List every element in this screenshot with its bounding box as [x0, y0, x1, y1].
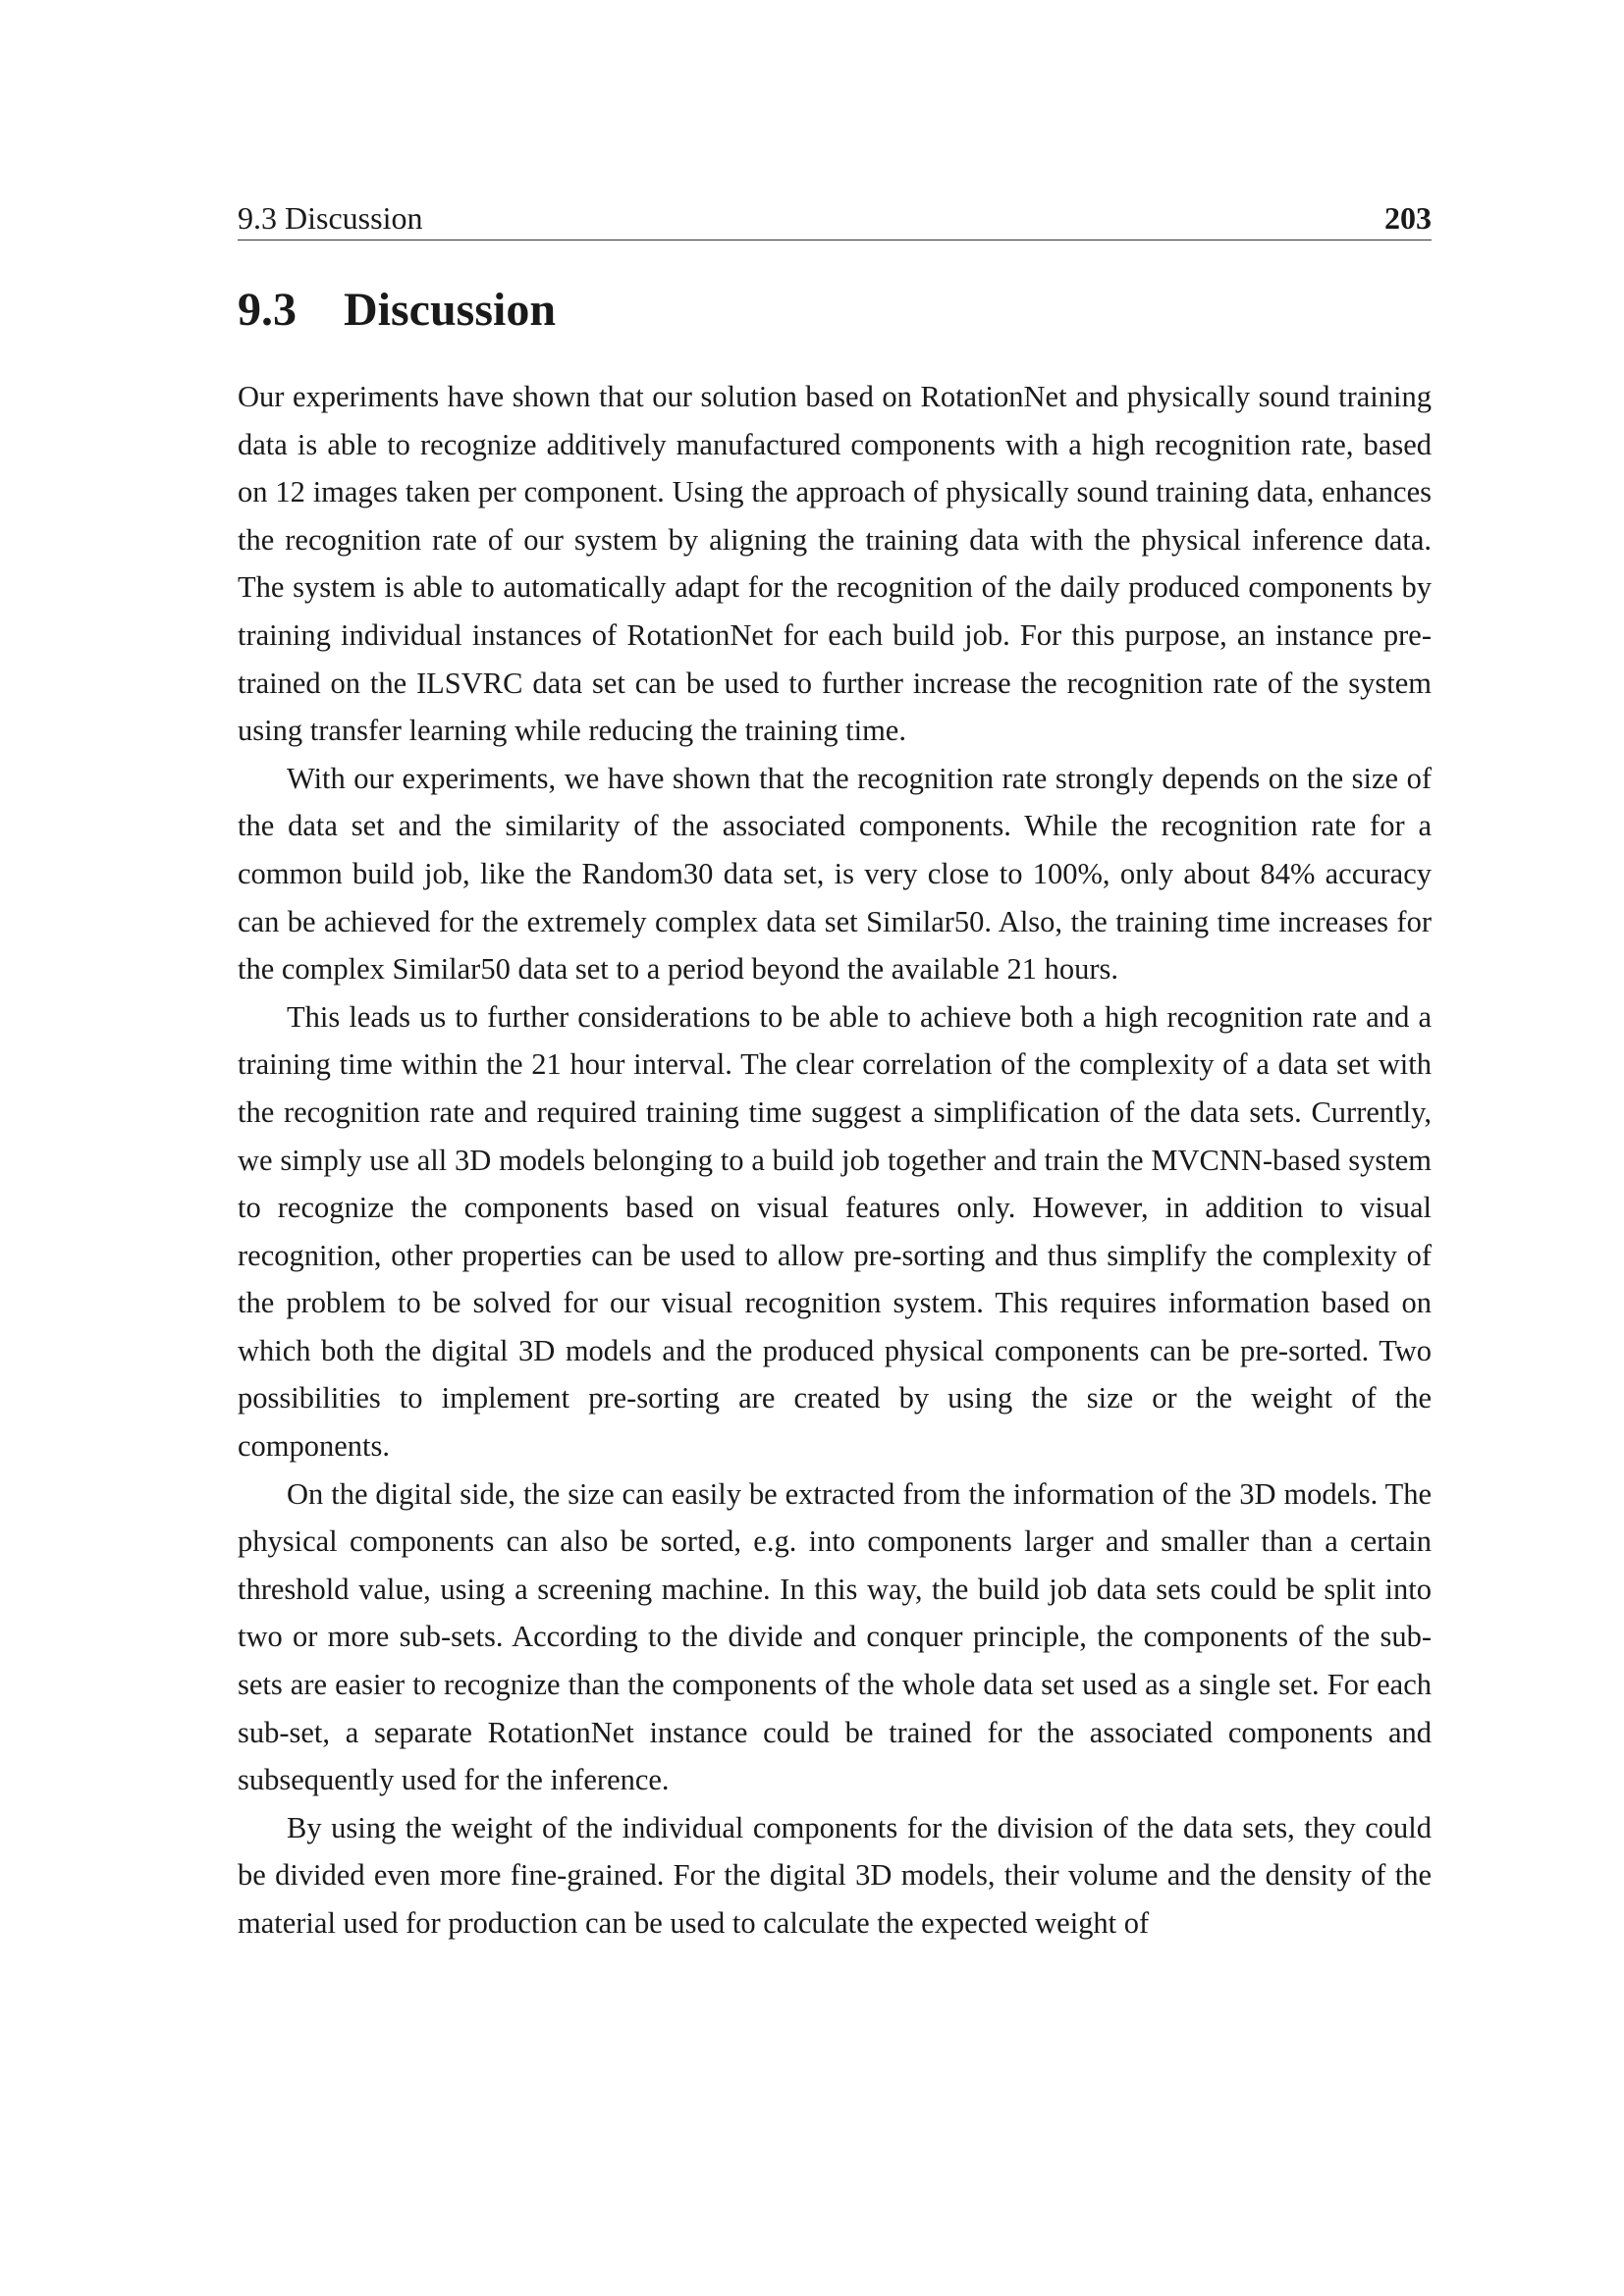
body-text	[238, 373, 1432, 1948]
page-number: 203	[1384, 200, 1432, 236]
running-header	[238, 196, 1432, 240]
section-heading	[238, 281, 556, 340]
section-title: Discussion	[344, 284, 557, 336]
paragraph-2: With our experiments, we have shown that the recognition rate strongly depends on the size of the data set and the similarity of the associated components. While the recognition rate for a common build job, like the Random30 data set, is very close to 100%, only about 84% accuracy can be achieved for the extremely complex data set Similar50. Also, the training time increases for the complex Similar50 data set to a period beyond the available 21 hours.	[238, 761, 1432, 987]
paragraph-5: By using the weight of the individual components for the division of the data sets, they could be divided even more fine-grained. For the digital 3D models, their volume and the density of the material used for production can be used to calculate the expected weight of	[238, 1810, 1432, 1940]
section-number: 9.3	[238, 284, 297, 336]
running-header-section: 9.3 Discussion	[238, 200, 423, 236]
paragraph-1: Our experiments have shown that our solution based on RotationNet and physically sound training data is able to recognize additively manufactured components with a high recognition rate, based on 12 images taken per component. Using the approach of physically sound training data, enhances the recognition rate of our system by aligning the training data with the physical inference data. The system is able to automatically adapt for the recognition of the daily produced components by training individual instances of RotationNet for each build job. For this purpose, an instance pre-trained on the ILSVRC data set can be used to further increase the recognition rate of the system using transfer learning while reducing the training time.	[238, 380, 1432, 748]
paragraph-4: On the digital side, the size can easily be extracted from the information of the 3D models. The physical components can also be sorted, e.g. into components larger and smaller than a certain threshold value, using a screening machine. In this way, the build job data sets could be split into two or more sub-sets. According to the divide and conquer principle, the components of the sub-sets are easier to recognize than the components of the whole data set used as a single set. For each sub-set, a separate RotationNet instance could be trained for the associated components and subsequently used for the inference.	[238, 1476, 1432, 1797]
paragraph-3: This leads us to further considerations to be able to achieve both a high recognition rate and a training time within the 21 hour interval. The clear correlation of the complexity of a data set with the recognition rate and required training time suggest a simplification of the data sets. Currently, we simply use all 3D models belonging to a build job together and train the MVCNN-based system to recognize the components based on visual features only. However, in addition to visual recognition, other properties can be used to allow pre-sorting and thus simplify the complexity of the problem to be solved for our visual recognition system. This requires information based on which both the digital 3D models and the produced physical components can be pre-sorted. Two possibilities to implement pre-sorting are created by using the size or the weight of the components.	[238, 999, 1432, 1464]
